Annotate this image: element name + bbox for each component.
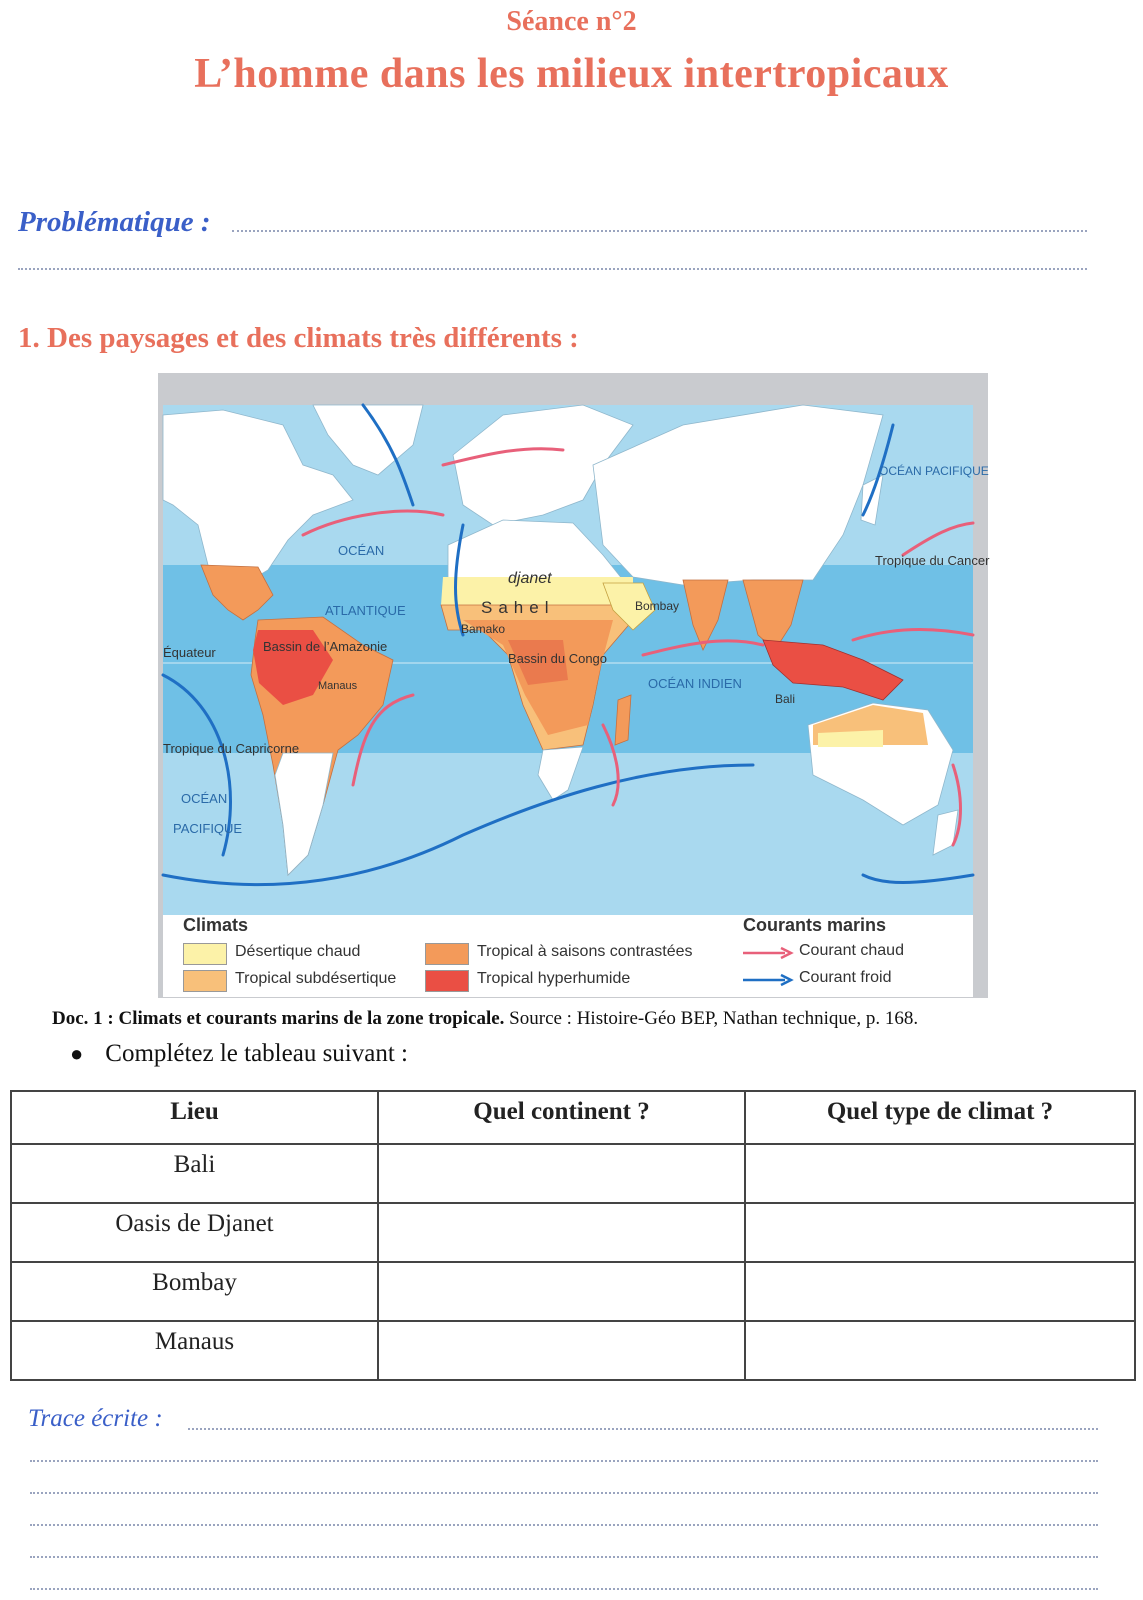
swatch-tropical-subdesertique bbox=[183, 970, 227, 992]
instruction bbox=[70, 1040, 408, 1068]
legend-climats-title: Climats bbox=[183, 915, 249, 935]
place-cell: Oasis de Djanet bbox=[11, 1203, 378, 1262]
table-row bbox=[11, 1262, 1135, 1321]
map-label-bassin-amazonie: Bassin de l’Amazonie bbox=[263, 639, 388, 654]
climate-cell[interactable] bbox=[745, 1321, 1135, 1380]
legend-tropical-hyperhumide: Tropical hyperhumide bbox=[477, 970, 631, 987]
trace-answer-line[interactable] bbox=[30, 1588, 1098, 1590]
problematique-answer-line[interactable] bbox=[232, 230, 1087, 232]
legend-courants-title: Courants marins bbox=[743, 915, 887, 935]
map-label-ocean-pacifique-sw-1: OCÉAN bbox=[181, 791, 228, 806]
page-title: L’homme dans les milieux intertropicaux bbox=[194, 51, 949, 97]
trace-ecrite-label: Trace écrite : bbox=[28, 1405, 163, 1432]
map-label-manaus: Manaus bbox=[318, 680, 358, 692]
caption-source: Source : Histoire-Géo BEP, Nathan technique, p. 168. bbox=[504, 1008, 919, 1029]
continent-cell[interactable] bbox=[378, 1144, 745, 1203]
map-label-tropique-capricorne: Tropique du Capricorne bbox=[163, 741, 300, 756]
legend-desertique-chaud: Désertique chaud bbox=[235, 943, 361, 960]
map-label-bassin-congo: Bassin du Congo bbox=[508, 651, 608, 666]
swatch-courant-chaud bbox=[743, 947, 793, 959]
map-label-sahel: Sahel bbox=[481, 598, 555, 617]
table-header: Lieu bbox=[11, 1091, 378, 1144]
swatch-desertique-chaud bbox=[183, 943, 227, 965]
legend-courant-froid: Courant froid bbox=[799, 969, 892, 986]
swatch-tropical-hyperhumide bbox=[425, 970, 469, 992]
map-label-djanet: djanet bbox=[508, 570, 552, 587]
document-caption bbox=[52, 1008, 918, 1030]
swatch-courant-froid bbox=[743, 974, 793, 986]
table-header-row bbox=[11, 1091, 1135, 1144]
place-cell: Bali bbox=[11, 1144, 378, 1203]
problematique-label: Problématique : bbox=[18, 206, 211, 238]
table-row bbox=[11, 1321, 1135, 1380]
map-label-ocean-atlantique-1: OCÉAN bbox=[338, 543, 385, 558]
map-label-ocean-pacifique-sw-2: PACIFIQUE bbox=[173, 821, 243, 836]
problematique-answer-line[interactable] bbox=[18, 268, 1087, 270]
table-row bbox=[11, 1203, 1135, 1262]
legend-tropical-subdesertique: Tropical subdésertique bbox=[235, 970, 397, 987]
map-label-bamako: Bamako bbox=[461, 622, 506, 636]
climate-cell[interactable] bbox=[745, 1203, 1135, 1262]
table-row bbox=[11, 1144, 1135, 1203]
table-header: Quel type de climat ? bbox=[745, 1091, 1135, 1144]
place-cell: Manaus bbox=[11, 1321, 378, 1380]
place-cell: Bombay bbox=[11, 1262, 378, 1321]
map-label-ocean-pacifique-ne: OCÉAN PACIFIQUE bbox=[879, 464, 989, 478]
legend-courant-chaud: Courant chaud bbox=[799, 942, 904, 959]
bullet-icon: ● bbox=[70, 1041, 84, 1066]
trace-answer-line[interactable] bbox=[188, 1428, 1098, 1430]
map-label-tropique-cancer: Tropique du Cancer bbox=[875, 553, 990, 568]
section-title: 1. Des paysages et des climats très différents : bbox=[18, 322, 579, 354]
continent-cell[interactable] bbox=[378, 1321, 745, 1380]
map-label-ocean-atlantique-2: ATLANTIQUE bbox=[325, 603, 406, 618]
climate-cell[interactable] bbox=[745, 1262, 1135, 1321]
map-legend bbox=[163, 915, 973, 997]
instruction-text: Complétez le tableau suivant : bbox=[105, 1040, 408, 1067]
legend-tropical-saisons: Tropical à saisons contrastées bbox=[477, 943, 693, 960]
caption-title: Doc. 1 : Climats et courants marins de la zone tropicale. bbox=[52, 1008, 505, 1029]
trace-answer-line[interactable] bbox=[30, 1460, 1098, 1462]
map-label-bali: Bali bbox=[775, 692, 796, 706]
trace-answer-line[interactable] bbox=[30, 1524, 1098, 1526]
answer-table bbox=[10, 1090, 1136, 1381]
table-header: Quel continent ? bbox=[378, 1091, 745, 1144]
continent-cell[interactable] bbox=[378, 1203, 745, 1262]
swatch-tropical-saisons bbox=[425, 943, 469, 965]
trace-answer-line[interactable] bbox=[30, 1556, 1098, 1558]
trace-answer-line[interactable] bbox=[30, 1492, 1098, 1494]
map-label-equateur: Équateur bbox=[163, 645, 216, 660]
climate-map bbox=[163, 405, 990, 915]
climate-cell[interactable] bbox=[745, 1144, 1135, 1203]
continent-cell[interactable] bbox=[378, 1262, 745, 1321]
seance-number: Séance n°2 bbox=[506, 6, 637, 37]
map-label-bombay: Bombay bbox=[635, 599, 680, 613]
map-label-ocean-indien: OCÉAN INDIEN bbox=[648, 676, 742, 691]
